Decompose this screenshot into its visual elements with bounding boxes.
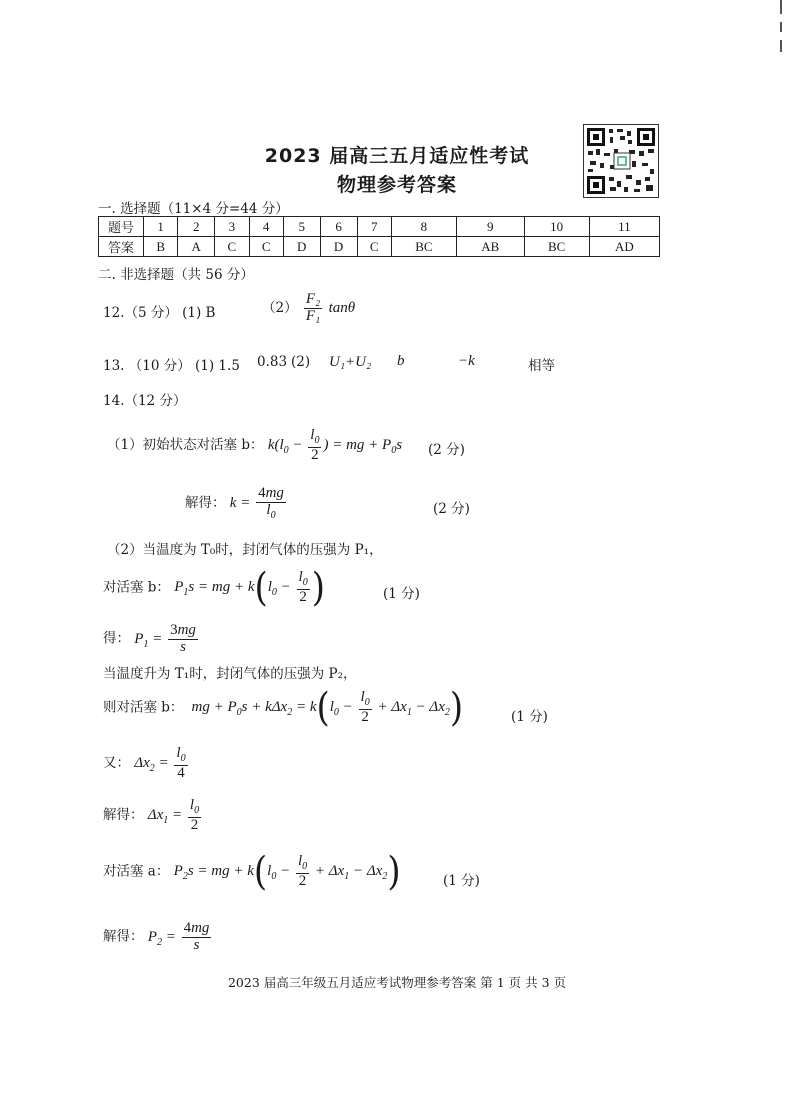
equation: $\Delta x_1$ = $\frac{l_0}{2}$: [147, 797, 200, 833]
table-cell: 8: [391, 217, 456, 237]
table-cell: 7: [357, 217, 391, 237]
equation: $k(l_0$ − $\frac{l_0}{2}$ ) = mg + $P_0s$: [267, 427, 403, 463]
table-cell: AD: [589, 237, 659, 257]
equation: $\Delta x_2$ = $\frac{l_0}{4}$: [134, 745, 186, 781]
q14-line4: 对活塞 b： $P_1s$ = mg + $k(l_0$ − $\frac{l_0}{2}$ ): [103, 565, 325, 611]
q14-label: 14.（12 分）: [103, 393, 187, 409]
q13-part1: 13. （10 分） (1) 1.5: [103, 358, 240, 374]
table-cell: D: [320, 237, 357, 257]
table-cell: 11: [589, 217, 659, 237]
score: (2 分): [433, 501, 470, 517]
equation: $P_1s$ = mg + $k(l_0$ − $\frac{l_0}{2}$ ): [174, 565, 325, 611]
q12-part1: 12.（5 分） (1) B: [103, 305, 216, 321]
q13-answer-equal: 相等: [528, 358, 555, 374]
table-cell: 1: [144, 217, 178, 237]
table-cell: C: [249, 237, 283, 257]
table-row: [99, 217, 660, 237]
q12-fraction: $\frac{\text{F₂}}{\text{F₁}}$: [305, 291, 321, 324]
table-cell: D: [283, 237, 320, 257]
q14-line9: 解得： $\Delta x_1$ = $\frac{l_0}{2}$: [103, 798, 203, 833]
q14-line3: （2）当温度为 T₀时，封闭气体的压强为 P₁，: [107, 542, 383, 558]
score: (2 分): [428, 442, 465, 458]
table-cell: BC: [524, 237, 589, 257]
score: (1 分): [511, 709, 548, 725]
table-cell: 10: [524, 217, 589, 237]
q13-answer-voltage: U₁+U₂: [329, 354, 372, 370]
section-multiple-choice: 一. 选择题（11×4 分=44 分）: [98, 201, 289, 217]
table-cell: 4: [249, 217, 283, 237]
page-footer: 2023 届高三年级五月适应考试物理参考答案 第 1 页 共 3 页: [227, 975, 567, 990]
equation: k = $\frac{4mg}{l_0}$: [229, 485, 284, 521]
q13-answer-b: b: [397, 353, 405, 369]
table-cell: C: [215, 237, 249, 257]
qr-code: [583, 124, 659, 198]
row-label-answer: 答案: [99, 237, 144, 257]
scan-edge-mark: [780, 0, 782, 14]
scan-edge-mark: [780, 22, 782, 32]
q14-line8: 又： $\Delta x_2$ = $\frac{l_0}{4}$: [103, 746, 190, 781]
equation: $P_1$ = $\frac{3mg}{s}$: [134, 622, 196, 655]
q14-line11: 解得： $P_2$ = $\frac{4mg}{s}$: [103, 921, 213, 954]
table-cell: 3: [215, 217, 249, 237]
table-cell: BC: [391, 237, 456, 257]
q14-line6: 当温度升为 T₁时，封闭气体的压强为 P₂，: [103, 666, 357, 682]
score: (1 分): [383, 586, 420, 602]
section-non-choice: 二. 非选择题（共 56 分）: [98, 267, 254, 283]
scan-edge-mark: [780, 40, 782, 52]
table-cell: C: [357, 237, 391, 257]
row-label-number: 题号: [99, 217, 144, 237]
equation: $P_2s$ = mg + $k(l_0$ − $\frac{l_0}{2}$ + $\Delta x_1 - \Delta x_2$): [173, 849, 401, 895]
q13-part2-label: (2): [291, 354, 311, 370]
answer-table: [98, 216, 660, 257]
table-cell: 9: [456, 217, 524, 237]
q13-value2: 0.83: [257, 354, 288, 370]
q14-line2: 解得： k = $\frac{4mg}{l_0}$: [185, 486, 288, 521]
title-line2: 物理参考答案: [336, 174, 457, 196]
q14-line10: 对活塞 a： $P_2s$ = mg + $k(l_0$ − $\frac{l_0}{2}$ + $\Delta x_1 - \Delta x_2$): [103, 849, 401, 895]
table-cell: A: [178, 237, 215, 257]
q13-answer-k: −k: [458, 353, 475, 369]
score: (1 分): [443, 873, 480, 889]
table-cell: 2: [178, 217, 215, 237]
table-cell: 5: [283, 217, 320, 237]
q14-line1: （1）初始状态对活塞 b： $k(l_0$ − $\frac{l_0}{2}$ ) = mg + $P_0s$: [107, 427, 403, 463]
table-cell: B: [144, 237, 178, 257]
table-cell: 6: [320, 217, 357, 237]
q12-part2: （2） $\frac{\text{F₂}}{\text{F₁}}$ tanθ: [262, 291, 356, 324]
table-cell: AB: [456, 237, 524, 257]
q14-line5: 得： $P_1$ = $\frac{3mg}{s}$: [103, 623, 200, 656]
table-row: [99, 237, 660, 257]
equation: mg + $P_0s + k\Delta x_2 = k(l_0$ − $\frac{l_0}{2}$ + $\Delta x_1 - \Delta x_2$): [187, 685, 464, 731]
equation: $P_2$ = $\frac{4mg}{s}$: [147, 920, 210, 953]
q14-line7: 则对活塞 b： mg + $P_0s + k\Delta x_2 = k(l_0$ − $\frac{l_0}{2}$ + $\Delta x_1 - \Delta x_2$): [103, 685, 464, 731]
title-line1: 2023 届高三五月适应性考试: [264, 145, 530, 167]
